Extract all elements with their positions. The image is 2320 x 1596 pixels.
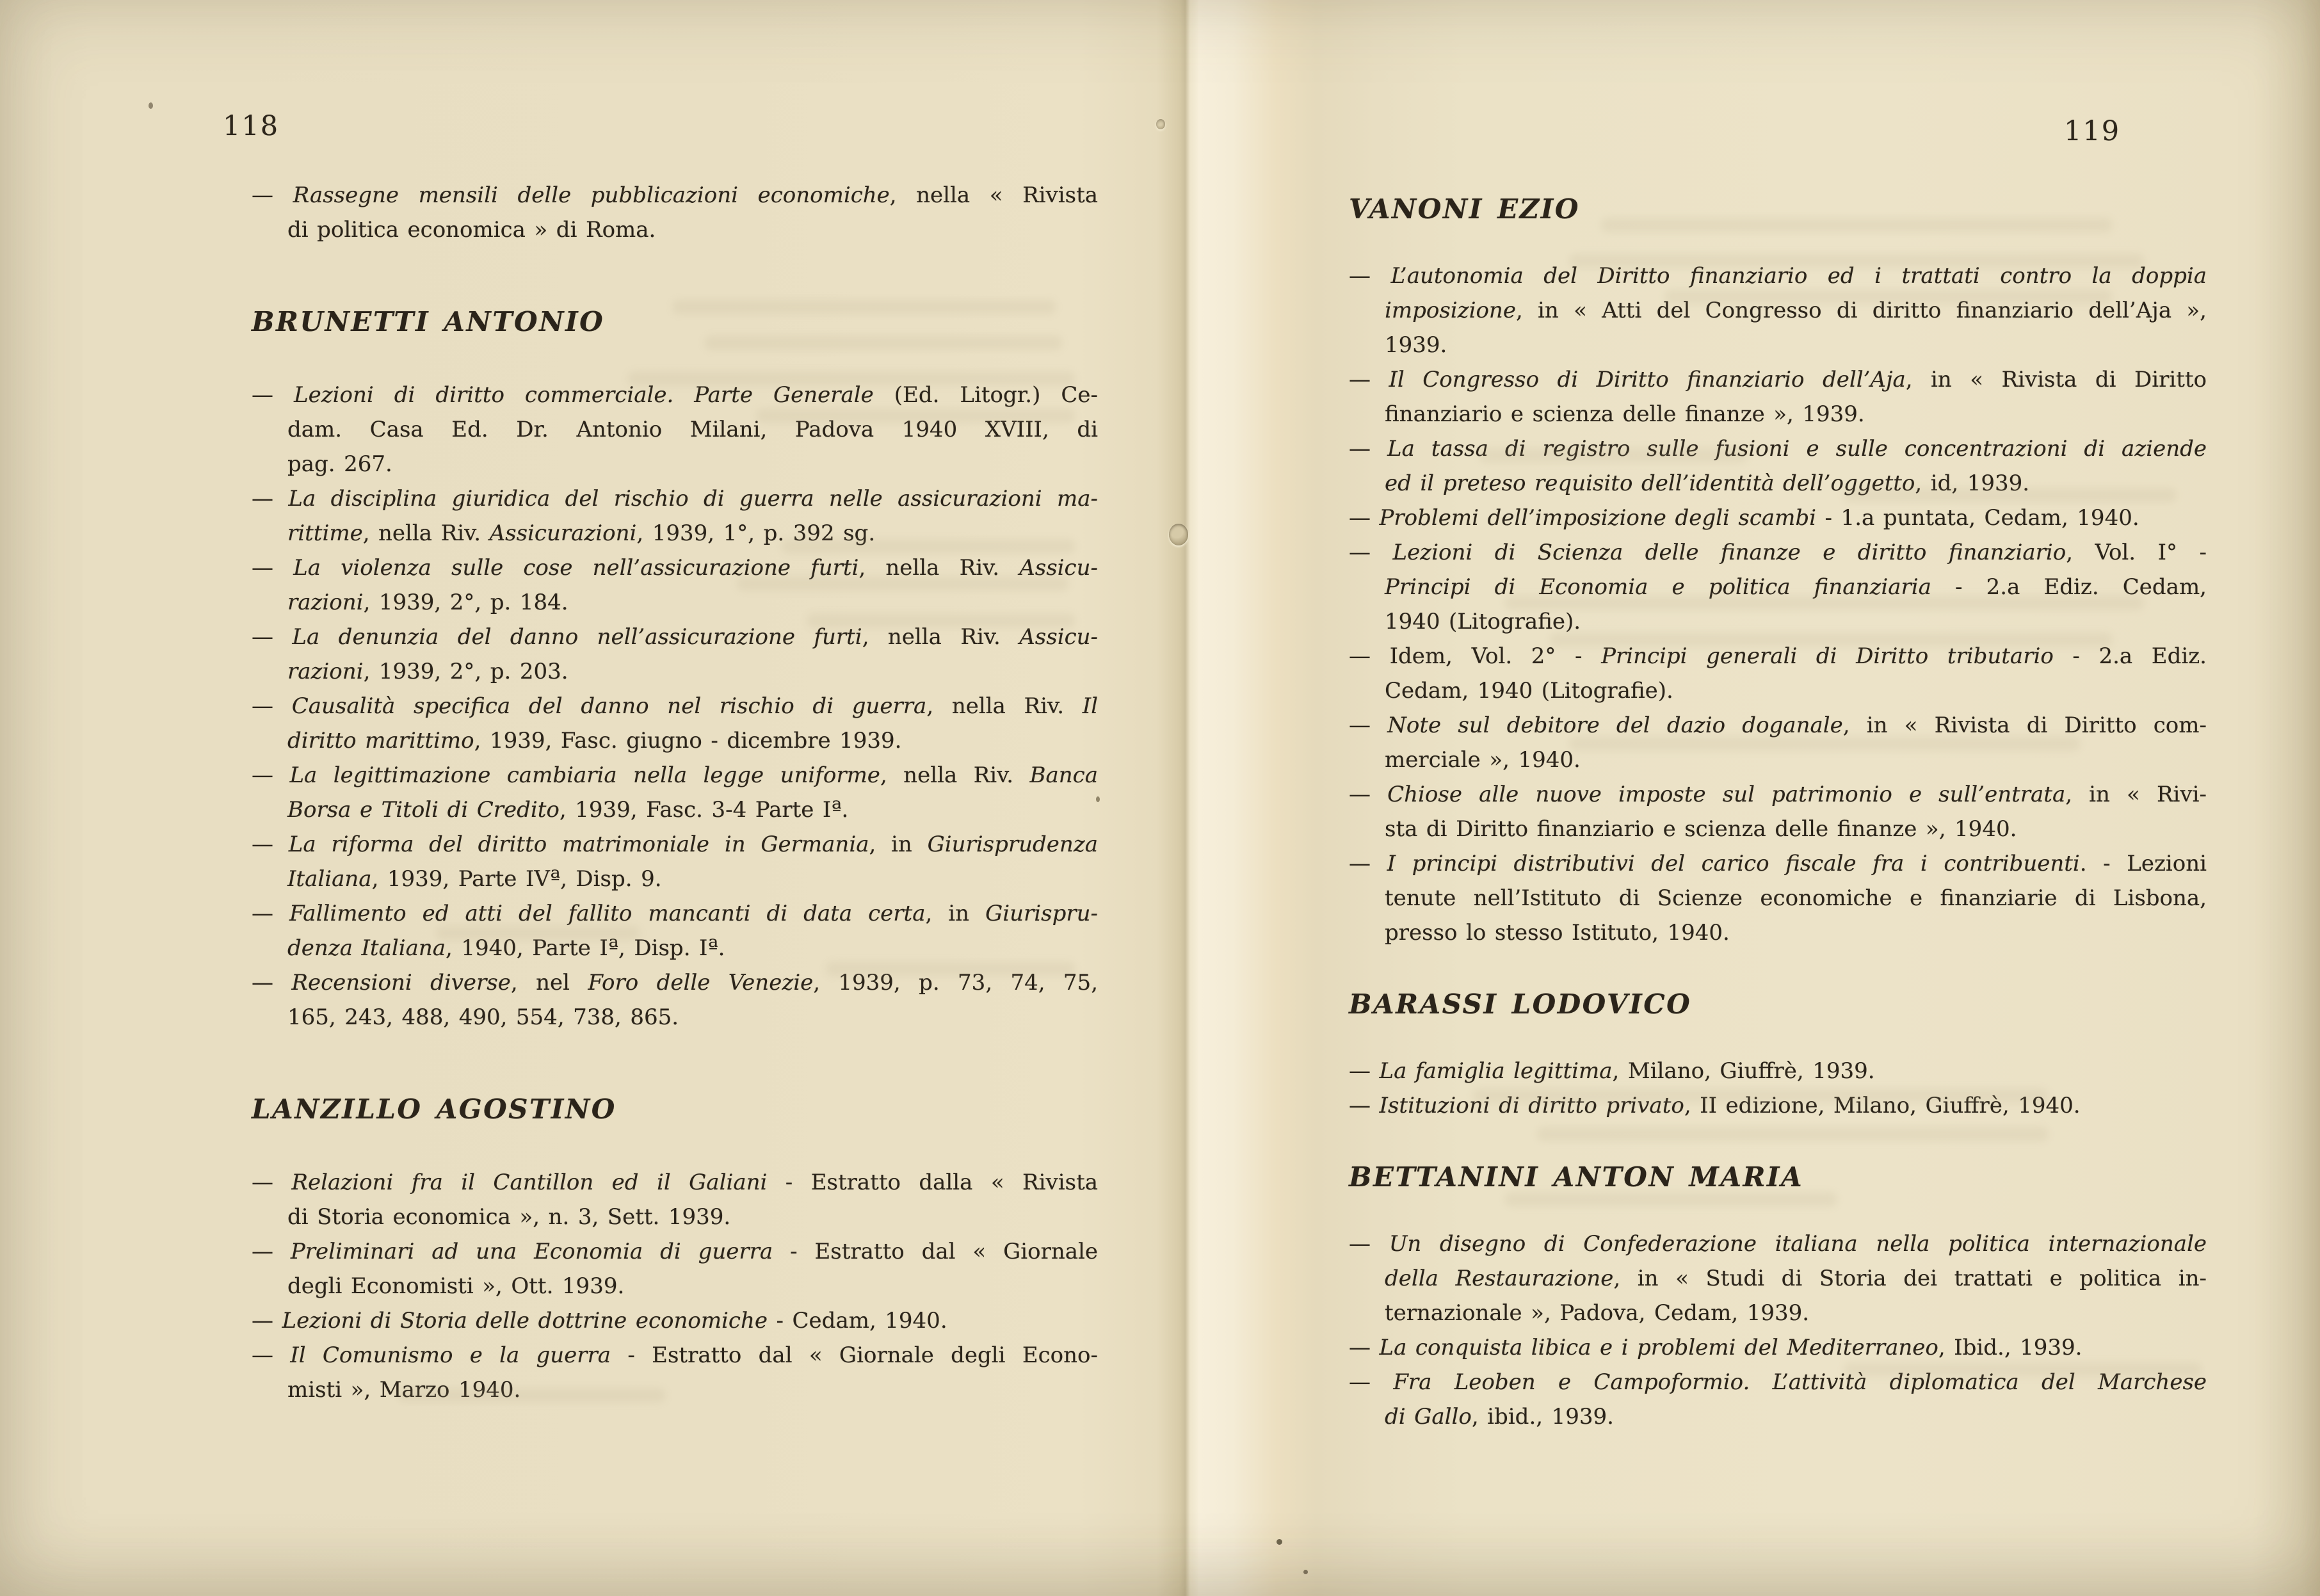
bibliography-entry	[1349, 535, 2207, 639]
entry-line: — Relazioni fra il Cantillon ed il Galiani - Estratto dalla « Rivista	[252, 1170, 1098, 1195]
entry-line: — Problemi dell’imposizione degli scambi - 1.a puntata, Cedam, 1940.	[1349, 505, 2139, 531]
bibliography-entry	[252, 481, 1098, 551]
entry-line: — Lezioni di diritto commerciale. Parte Generale (Ed. Litogr.) Ce-	[252, 382, 1098, 408]
bibliography-entry	[252, 378, 1098, 481]
entry-line: dam. Casa Ed. Dr. Antonio Milani, Padova 1940 XVIII, di	[287, 417, 1098, 442]
entry-line: 1940 (Litografie).	[1385, 609, 1581, 634]
entry-line: razioni, 1939, 2°, p. 184.	[287, 590, 568, 615]
bibliography-entry	[1349, 639, 2207, 708]
entry-line: — Lezioni di Scienza delle finanze e diritto finanziario, Vol. I° -	[1349, 540, 2207, 565]
entry-line: Cedam, 1940 (Litografie).	[1385, 678, 1673, 704]
entry-line: di politica economica » di Roma.	[287, 217, 656, 243]
bibliography-entry	[252, 1338, 1098, 1407]
bibliography-entry	[1349, 1365, 2207, 1434]
entry-line: Principi di Economia e politica finanziaria - 2.a Ediz. Cedam,	[1385, 574, 2207, 600]
entry-line: merciale », 1940.	[1385, 747, 1581, 773]
bibliography-entry	[252, 1165, 1098, 1234]
entry-line: rittime, nella Riv. Assicurazioni, 1939, 1°, p. 392 sg.	[287, 520, 876, 546]
bibliography-entry	[252, 1303, 1098, 1338]
entry-line: — La conquista libica e i problemi del Mediterraneo, Ibid., 1939.	[1349, 1335, 2082, 1360]
entry-line: Borsa e Titoli di Credito, 1939, Fasc. 3-4 Parte Iª.	[287, 797, 849, 823]
entry-line: — Il Congresso di Diritto finanziario dell’Aja, in « Rivista di Diritto	[1349, 367, 2207, 392]
bibliography-entry	[252, 758, 1098, 827]
entry-line: imposizione, in « Atti del Congresso di diritto finanziario dell’Aja »,	[1385, 298, 2207, 323]
entry-line: diritto marittimo, 1939, Fasc. giugno - dicembre 1939.	[287, 728, 902, 754]
entry-line: della Restaurazione, in « Studi di Storia dei trattati e politica in-	[1385, 1266, 2207, 1291]
bibliography-entry	[252, 620, 1098, 689]
entry-line: — Idem, Vol. 2° - Principi generali di Diritto tributario - 2.a Ediz.	[1349, 643, 2207, 669]
entry-line: — La legittimazione cambiaria nella legge uniforme, nella Riv. Banca	[252, 762, 1098, 788]
entry-line: — Istituzioni di diritto privato, II edizione, Milano, Giuffrè, 1940.	[1349, 1093, 2081, 1118]
entry-line: — Lezioni di Storia delle dottrine economiche - Cedam, 1940.	[252, 1308, 947, 1334]
bibliography-entry	[1349, 1054, 2207, 1088]
entry-line: di Storia economica », n. 3, Sett. 1939.	[287, 1204, 731, 1230]
entry-line: razioni, 1939, 2°, p. 203.	[287, 659, 568, 684]
entry-line: ed il preteso requisito dell’identità dell’oggetto, id, 1939.	[1385, 471, 2030, 496]
bibliography-entry	[1349, 1330, 2207, 1365]
entry-line: — I principi distributivi del carico fiscale fra i contribuenti. - Lezioni	[1349, 851, 2207, 876]
entry-line: — Recensioni diverse, nel Foro delle Venezie, 1939, p. 73, 74, 75,	[252, 970, 1098, 995]
entry-line: — La riforma del diritto matrimoniale in Germania, in Giurisprudenza	[252, 832, 1098, 857]
bibliography-entry	[1349, 777, 2207, 846]
bibliography-entry	[1349, 708, 2207, 777]
bibliography-entry	[252, 689, 1098, 758]
entry-line: — Chiose alle nuove imposte sul patrimonio e sull’entrata, in « Rivi-	[1349, 782, 2207, 807]
author-heading: BARASSI LODOVICO	[1349, 988, 1692, 1020]
bibliography-entry	[252, 178, 1098, 247]
bibliography-entry	[1349, 362, 2207, 431]
bibliography-column-right	[1349, 192, 2207, 1434]
entry-line: presso lo stesso Istituto, 1940.	[1385, 920, 1730, 946]
author-heading: VANONI EZIO	[1349, 193, 1580, 225]
bibliography-entry	[252, 965, 1098, 1035]
entry-line: — La tassa di registro sulle fusioni e sulle concentrazioni di aziende	[1349, 436, 2207, 462]
entry-line: 165, 243, 488, 490, 554, 738, 865.	[287, 1004, 679, 1030]
bibliography-entry	[1349, 1088, 2207, 1123]
entry-line: — Fallimento ed atti del fallito mancanti di data certa, in Giurispru-	[252, 901, 1098, 926]
bibliography-entry	[252, 1234, 1098, 1303]
bibliography-entry	[252, 551, 1098, 620]
page-119	[1198, 0, 2320, 1596]
entry-line: — Un disegno di Confederazione italiana nella politica internazionale	[1349, 1231, 2207, 1257]
entry-line: — La disciplina giuridica del rischio di guerra nelle assicurazioni ma-	[252, 486, 1099, 512]
bibliography-entry	[1349, 259, 2207, 362]
entry-line: denza Italiana, 1940, Parte Iª, Disp. Iª.	[287, 935, 725, 961]
bibliography-entry	[252, 827, 1098, 896]
entry-line: tenute nell’Istituto di Scienze economiche e finanziarie di Lisbona,	[1385, 885, 2207, 911]
bibliography-entry	[1349, 846, 2207, 950]
bibliography-entry	[1349, 501, 2207, 535]
entry-line: 1939.	[1385, 332, 1447, 358]
entry-line: — Il Comunismo e la guerra - Estratto dal « Giornale degli Econo-	[252, 1342, 1099, 1368]
author-heading: BETTANINI ANTON MARIA	[1349, 1161, 1804, 1193]
entry-line: — La famiglia legittima, Milano, Giuffrè, 1939.	[1349, 1058, 1875, 1084]
entry-line: Italiana, 1939, Parte IVª, Disp. 9.	[287, 866, 662, 892]
entry-line: sta di Diritto finanziario e scienza delle finanze », 1940.	[1385, 816, 2017, 842]
author-heading: LANZILLO AGOSTINO	[252, 1093, 616, 1125]
entry-line: — Rassegne mensili delle pubblicazioni economiche, nella « Rivista	[252, 182, 1099, 208]
entry-line: finanziario e scienza delle finanze », 1939.	[1385, 401, 1865, 427]
bibliography-column-left	[252, 178, 1098, 1407]
entry-line: — Causalità specifica del danno nel rischio di guerra, nella Riv. Il	[252, 693, 1098, 719]
author-heading: BRUNETTI ANTONIO	[252, 306, 605, 337]
bibliography-entry	[1349, 1227, 2207, 1330]
entry-line: — Preliminari ad una Economia di guerra - Estratto dal « Giornale	[252, 1239, 1099, 1264]
entry-line: — La violenza sulle cose nell’assicurazione furti, nella Riv. Assicu-	[252, 555, 1098, 581]
entry-line: misti », Marzo 1940.	[287, 1377, 521, 1403]
page-number-left: 118	[223, 110, 280, 142]
entry-line: — La denunzia del danno nell’assicurazione furti, nella Riv. Assicu-	[252, 624, 1099, 650]
entry-line: — Note sul debitore del dazio doganale, in « Rivista di Diritto com-	[1349, 713, 2207, 738]
entry-line: pag. 267.	[287, 451, 392, 477]
entry-line: — Fra Leoben e Campoformio. L’attività diplomatica del Marchese	[1349, 1369, 2207, 1395]
page-number-right: 119	[2064, 115, 2121, 147]
entry-line: di Gallo, ibid., 1939.	[1385, 1404, 1614, 1430]
bibliography-entry	[1349, 431, 2207, 501]
entry-line: — L’autonomia del Diritto finanziario ed i trattati contro la doppia	[1349, 263, 2207, 289]
entry-line: ternazionale », Padova, Cedam, 1939.	[1385, 1300, 1810, 1326]
bibliography-entry	[252, 896, 1098, 965]
entry-line: degli Economisti », Ott. 1939.	[287, 1273, 625, 1299]
